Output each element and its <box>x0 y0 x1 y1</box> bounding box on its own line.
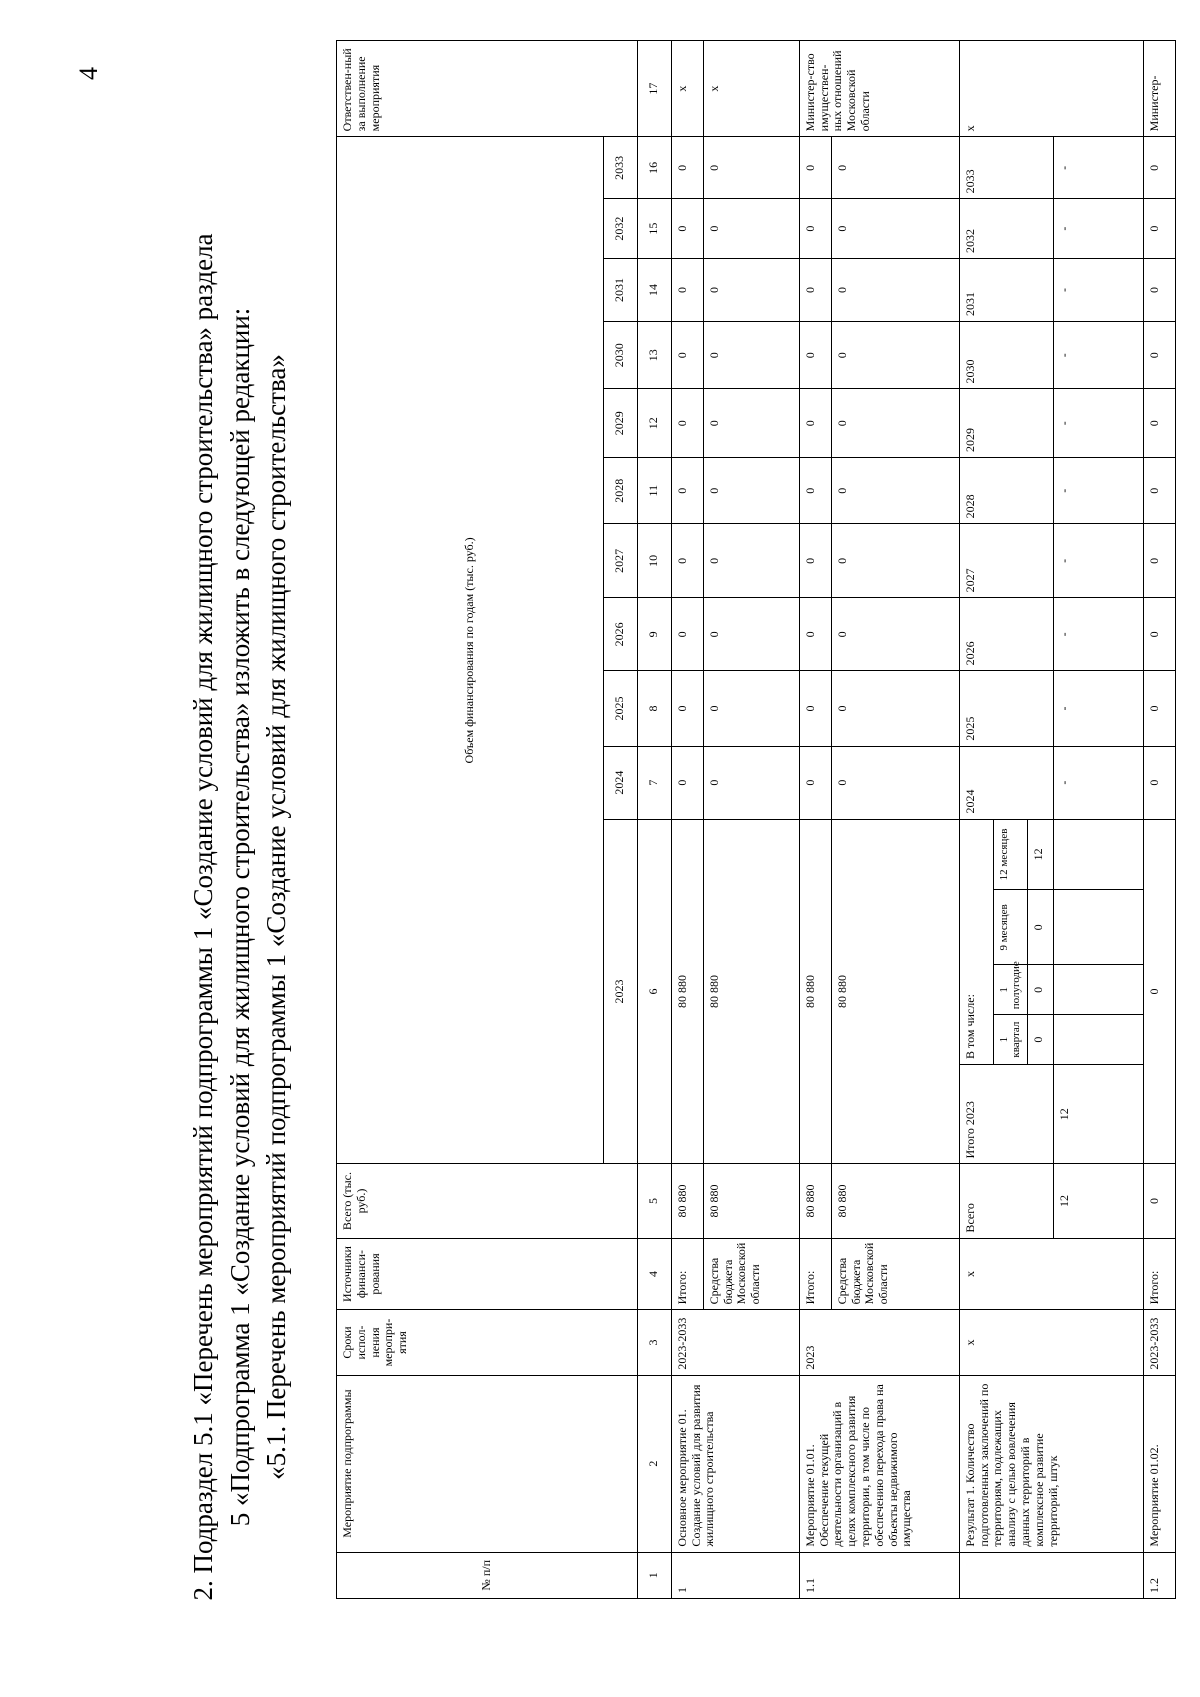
result-empty <box>1054 1015 1144 1065</box>
row-year-value: 0 <box>831 199 959 259</box>
result-year-value: - <box>1054 598 1144 671</box>
row-year-value: 0 <box>703 259 799 322</box>
row-year-value: 0 <box>1144 598 1176 671</box>
row-year-value: 0 <box>703 458 799 524</box>
result-year-value: - <box>1054 389 1144 458</box>
row-year-value: 0 <box>831 389 959 458</box>
result-year: 2024 <box>959 746 1053 819</box>
row-year-value: 0 <box>799 259 831 322</box>
row-year-value: 0 <box>799 199 831 259</box>
result-year: 2032 <box>959 199 1053 259</box>
colnum: 12 <box>637 389 671 458</box>
row-year-value: 0 <box>671 199 703 259</box>
row-year-2023: 80 880 <box>799 819 831 1164</box>
result-year: 2031 <box>959 259 1053 322</box>
row-year-value: 0 <box>671 259 703 322</box>
result-quarter-value: 12 <box>1028 819 1054 890</box>
heading-line-3: «5.1. Перечень мероприятий подпрограммы 1 «Создание условий для жилищного строительства» <box>261 354 291 1480</box>
result-empty <box>1054 890 1144 965</box>
result-year: 2026 <box>959 598 1053 671</box>
row-responsible: x <box>671 41 703 137</box>
heading-line-1: 2. Подраздел 5.1 «Перечень мероприятий подпрограммы 1 «Создание условий для жилищного строительства» раздела <box>188 233 218 1601</box>
result-quarter: 1 квартал <box>993 1015 1027 1065</box>
column-numbers-row <box>637 41 671 1599</box>
result-quarter-value: 0 <box>1028 1015 1054 1065</box>
row-responsible: Министер- <box>1144 41 1176 137</box>
header-year: 2027 <box>603 524 637 598</box>
header-total: Всего (тыс. руб.) <box>337 1164 638 1238</box>
row-year-value: 0 <box>799 322 831 389</box>
result-year: 2028 <box>959 458 1053 524</box>
result-year: 2030 <box>959 322 1053 389</box>
row-year-value: 0 <box>1144 389 1176 458</box>
row-year-value: 0 <box>831 458 959 524</box>
colnum: 17 <box>637 41 671 137</box>
result-year: 2025 <box>959 671 1053 746</box>
colnum: 16 <box>637 137 671 199</box>
colnum: 10 <box>637 524 671 598</box>
header-event: Мероприятие подпрограммы <box>337 1375 638 1552</box>
row-year-value: 0 <box>799 746 831 819</box>
header-year: 2030 <box>603 322 637 389</box>
row-term: 2023-2033 <box>1144 1310 1176 1375</box>
row-year-value: 0 <box>831 671 959 746</box>
colnum: 6 <box>637 819 671 1164</box>
result-year-value: - <box>1054 322 1144 389</box>
row-year-value: 0 <box>703 322 799 389</box>
header-volume: Объем финансирования по годам (тыс. руб.) <box>337 137 604 1164</box>
row-year-value: 0 <box>671 322 703 389</box>
result-quarter: 12 месяцев <box>993 819 1027 890</box>
row-year-2023: 80 880 <box>703 819 799 1164</box>
row-total: 80 880 <box>831 1164 959 1238</box>
colnum: 2 <box>637 1375 671 1552</box>
row-num: 1.2 <box>1144 1552 1176 1598</box>
page-number: 4 <box>74 67 103 80</box>
row-year-value: 0 <box>671 598 703 671</box>
table-row <box>1144 41 1176 1599</box>
row-year-value: 0 <box>1144 746 1176 819</box>
row-year-value: 0 <box>1144 524 1176 598</box>
header-year: 2028 <box>603 458 637 524</box>
row-total: 80 880 <box>799 1164 831 1238</box>
row-source: Итого: <box>671 1238 703 1310</box>
result-year: 2033 <box>959 137 1053 199</box>
header-year: 2026 <box>603 598 637 671</box>
row-year-value: 0 <box>799 137 831 199</box>
row-source: Итого: <box>799 1238 831 1310</box>
colnum: 5 <box>637 1164 671 1238</box>
result-responsible: x <box>959 41 1143 137</box>
header-responsible: Ответствен-ный за выполнение мероприятия <box>337 41 638 137</box>
row-total: 80 880 <box>703 1164 799 1238</box>
row-event: Мероприятие 01.02. <box>1144 1375 1176 1552</box>
colnum: 7 <box>637 746 671 819</box>
row-year-2023: 0 <box>1144 819 1176 1164</box>
row-year-value: 0 <box>703 389 799 458</box>
result-quarter: 9 месяцев <box>993 890 1027 965</box>
result-quarter-value: 0 <box>1028 965 1054 1015</box>
header-year: 2025 <box>603 671 637 746</box>
row-term: 2023-2033 <box>671 1310 799 1375</box>
colnum: 9 <box>637 598 671 671</box>
row-num: 1.1 <box>799 1552 959 1598</box>
result-empty <box>1054 819 1144 890</box>
result-year-value: - <box>1054 199 1144 259</box>
result-quarter-value: 0 <box>1028 890 1054 965</box>
row-source: Итого: <box>1144 1238 1176 1310</box>
result-year-value: - <box>1054 259 1144 322</box>
row-source: Средства бюджета Московской области <box>831 1238 959 1310</box>
header-year: 2032 <box>603 199 637 259</box>
header-source: Источники финанси-рования <box>337 1238 638 1310</box>
row-year-value: 0 <box>1144 199 1176 259</box>
heading-line-2: 5 «Подпрограмма 1 «Создание условий для жилищного строительства» изложить в следующей редакции: <box>225 307 255 1527</box>
header-year: 2031 <box>603 259 637 322</box>
row-year-value: 0 <box>703 199 799 259</box>
row-num: 1 <box>671 1552 799 1598</box>
row-year-value: 0 <box>703 137 799 199</box>
row-total: 80 880 <box>671 1164 703 1238</box>
row-year-2023: 80 880 <box>671 819 703 1164</box>
events-table <box>336 40 1176 1599</box>
row-year-value: 0 <box>831 598 959 671</box>
result-itogo-value: 12 <box>1054 1064 1144 1164</box>
table-row <box>671 41 703 1599</box>
row-year-value: 0 <box>831 259 959 322</box>
row-year-value: 0 <box>831 746 959 819</box>
row-year-value: 0 <box>671 671 703 746</box>
row-year-value: 0 <box>703 524 799 598</box>
row-responsible: x <box>703 41 799 137</box>
result-itogo-label: Итого 2023 <box>959 1064 1053 1164</box>
row-year-2023: 80 880 <box>831 819 959 1164</box>
row-year-value: 0 <box>799 598 831 671</box>
result-year-value: - <box>1054 524 1144 598</box>
result-total-label: Всего <box>959 1164 1053 1238</box>
colnum: 14 <box>637 259 671 322</box>
row-year-value: 0 <box>703 746 799 819</box>
result-year: 2029 <box>959 389 1053 458</box>
row-term: 2023 <box>799 1310 959 1375</box>
result-total-value: 12 <box>1054 1164 1144 1238</box>
colnum: 15 <box>637 199 671 259</box>
row-total: 0 <box>1144 1164 1176 1238</box>
result-year-value: - <box>1054 746 1144 819</box>
row-year-value: 0 <box>1144 259 1176 322</box>
row-event: Основное мероприятие 01. Создание условий для развития жилищного строительства <box>671 1375 799 1552</box>
row-year-value: 0 <box>1144 458 1176 524</box>
row-year-value: 0 <box>831 137 959 199</box>
result-empty <box>1054 965 1144 1015</box>
row-year-value: 0 <box>831 322 959 389</box>
colnum: 3 <box>637 1310 671 1375</box>
header-year: 2033 <box>603 137 637 199</box>
result-year-value: - <box>1054 137 1144 199</box>
colnum: 8 <box>637 671 671 746</box>
result-quarter: 1 полугодие <box>993 965 1027 1015</box>
row-year-value: 0 <box>671 746 703 819</box>
row-year-value: 0 <box>671 137 703 199</box>
row-year-value: 0 <box>1144 322 1176 389</box>
row-event: Мероприятие 01.01. Обеспечение текущей деятельности организаций в целях комплексного развития территории, в том числе по обеспечению перехода права на объекты недвижимого имущества <box>799 1375 959 1552</box>
result-row <box>959 41 993 1599</box>
row-year-value: 0 <box>1144 671 1176 746</box>
row-year-value: 0 <box>831 524 959 598</box>
row-year-value: 0 <box>1144 137 1176 199</box>
header-year: 2029 <box>603 389 637 458</box>
row-year-value: 0 <box>703 671 799 746</box>
row-year-value: 0 <box>799 671 831 746</box>
header-term: Сроки испол-нения меропри-ятия <box>337 1310 638 1375</box>
result-vtom: В том числе: <box>959 819 993 1064</box>
result-term: x <box>959 1310 1143 1375</box>
result-label: Результат 1. Количество подготовленных заключений по территориям, подлежащих анализу с целью вовлечения данных территорий в комплексное развитие территорий, штук <box>959 1375 1143 1552</box>
result-num <box>959 1552 1143 1598</box>
row-year-value: 0 <box>799 524 831 598</box>
result-year: 2027 <box>959 524 1053 598</box>
colnum: 13 <box>637 322 671 389</box>
table-header-row <box>337 41 604 1599</box>
result-source: x <box>959 1238 1143 1310</box>
row-year-value: 0 <box>703 598 799 671</box>
row-year-value: 0 <box>799 458 831 524</box>
row-year-value: 0 <box>799 389 831 458</box>
header-num: № п/п <box>337 1552 638 1598</box>
colnum: 4 <box>637 1238 671 1310</box>
result-year-value: - <box>1054 671 1144 746</box>
colnum: 1 <box>637 1552 671 1598</box>
row-source: Средства бюджета Московской области <box>703 1238 799 1310</box>
row-year-value: 0 <box>671 458 703 524</box>
row-responsible: Министер-ство имуществен-ных отношений Московской области <box>799 41 959 137</box>
header-year: 2024 <box>603 746 637 819</box>
row-year-value: 0 <box>671 524 703 598</box>
colnum: 11 <box>637 458 671 524</box>
row-year-value: 0 <box>671 389 703 458</box>
header-year-2023: 2023 <box>603 819 637 1164</box>
table-row <box>799 41 831 1599</box>
result-year-value: - <box>1054 458 1144 524</box>
